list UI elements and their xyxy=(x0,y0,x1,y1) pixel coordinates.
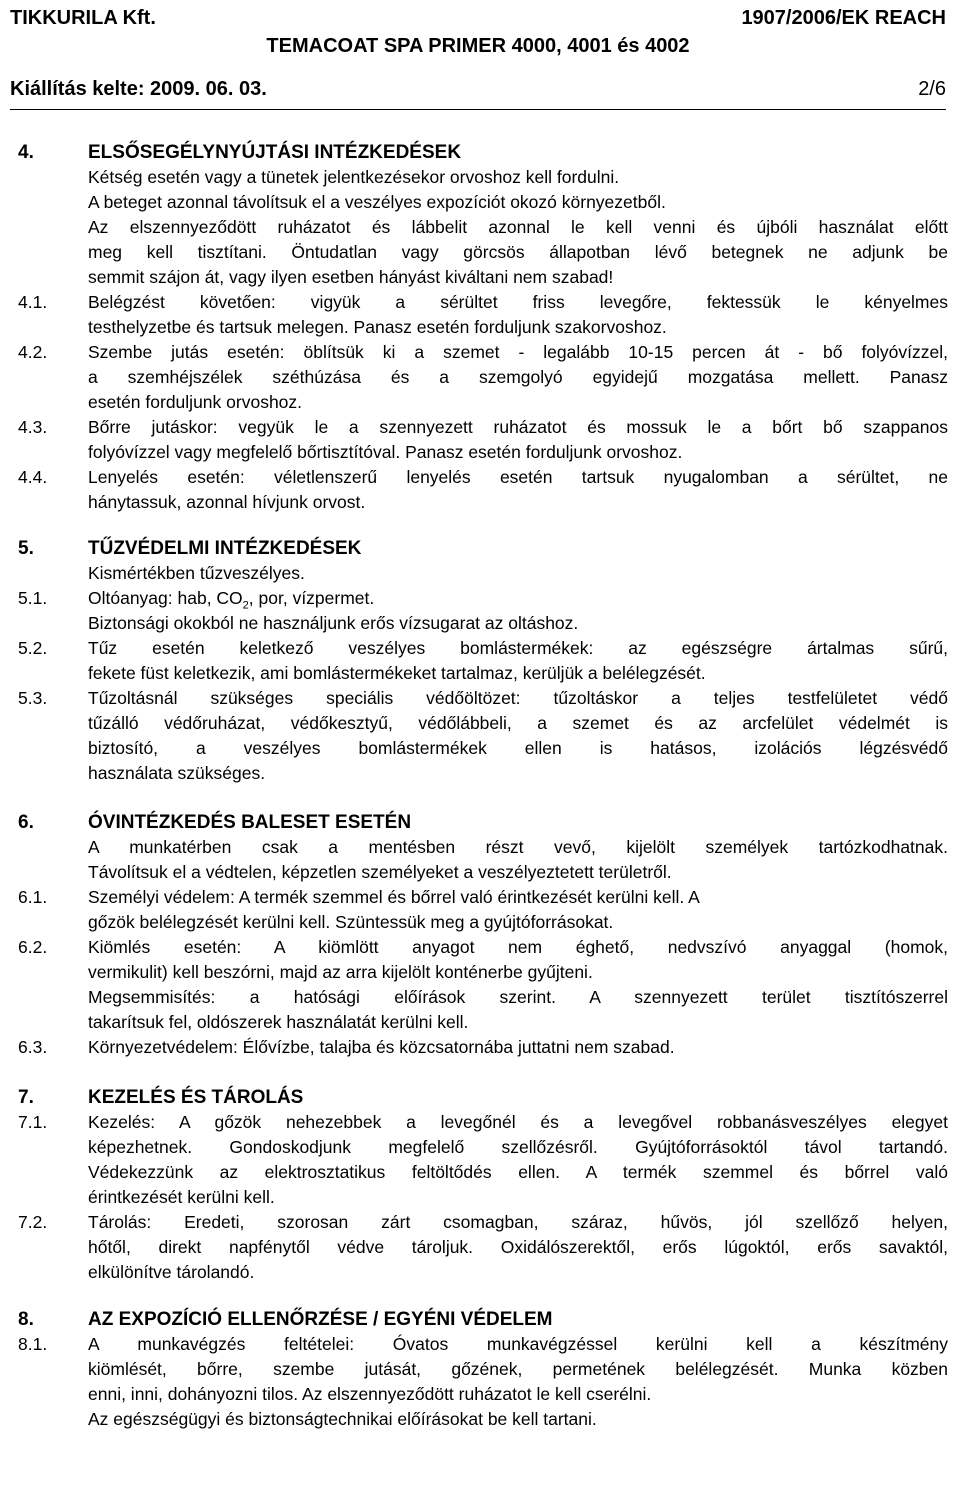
issue-date: Kiállítás kelte: 2009. 06. 03. xyxy=(10,78,267,100)
text-line: esetén forduljunk orvoshoz. xyxy=(88,392,303,412)
text-line: Az elszennyeződött ruházatot és lábbelit azonnal le kell venni és újbóli használat előtt xyxy=(88,217,948,237)
subsection-7-2: 7.2. Tárolás: Eredeti, szorosan zárt csomagban, száraz, hűvös, jól szellőző helyen, xyxy=(18,1212,948,1232)
section-7-heading xyxy=(18,1085,948,1110)
text-line: hőtől, direkt napfénytől védve tároljuk. Oxidálószerektől, erős lúgoktól, erős savaktól, xyxy=(88,1237,948,1257)
subsection-5-2: 5.2. Tűz esetén keletkező veszélyes bomlástermékek: az egészségre ártalmas sűrű, xyxy=(18,638,948,658)
section-6-heading xyxy=(18,810,948,835)
section-number: 7. xyxy=(18,1087,34,1108)
text-line: Távolítsuk el a védtelen, képzetlen személyeket a veszélyeztetett területről. xyxy=(88,862,672,882)
text-line: A beteget azonnal távolítsuk el a veszélyes expozíciót okozó környezetből. xyxy=(88,192,666,212)
header-rule xyxy=(10,109,946,110)
subsection-6-2: 6.2. Kiömlés esetén: A kiömlött anyagot nem éghető, nedvszívó anyaggal (homok, xyxy=(18,937,948,957)
text-line: takarítsuk fel, oldószerek használatát kerülni kell. xyxy=(88,1012,469,1032)
text-line: a szemhéjszélek széthúzása és a szemgolyó egyidejű mozgatása mellett. Panasz xyxy=(88,367,948,387)
subsection-4-1: 4.1. Belégzést követően: vigyük a sérültet friss levegőre, fektessük le kényelmes xyxy=(18,292,948,312)
text-line: vermikulit) kell beszórni, majd az arra kijelölt konténerbe gyűjteni. xyxy=(88,962,593,982)
text-line: elkülönítve tárolandó. xyxy=(88,1262,255,1282)
subsection-4-2: 4.2. Szembe jutás esetén: öblítsük ki a szemet - legalább 10-15 percen át - bő folyóvízzel, xyxy=(18,342,948,362)
document-body xyxy=(18,140,948,1432)
text-line: enni, inni, dohányozni tilos. Az elszennyeződött ruházatot le kell cserélni. xyxy=(88,1384,652,1404)
text-line: Biztonsági okokból ne használjunk erős vízsugarat az oltáshoz. xyxy=(88,613,579,633)
company-name: TIKKURILA Kft. xyxy=(10,7,156,29)
section-title: ELSŐSEGÉLYNYÚJTÁSI INTÉZKEDÉSEK xyxy=(88,142,462,163)
subsection-6-3: 6.3. Környezetvédelem: Élővízbe, talajba és közcsatornába juttatni nem szabad. xyxy=(18,1037,675,1057)
section-title: TŰZVÉDELMI INTÉZKEDÉSEK xyxy=(88,538,362,559)
text-line: Kismértékben tűzveszélyes. xyxy=(88,563,305,583)
text-line: képezhetnek. Gondoskodjunk megfelelő szellőzésről. Gyújtóforrásoktól távol tartandó. xyxy=(88,1137,948,1157)
text-line: tűzálló védőruházat, védőkesztyű, védőlábbeli, a szemet és az arcfelület védelmét is xyxy=(88,713,948,733)
text-line: hánytassuk, azonnal hívjunk orvost. xyxy=(88,492,366,512)
section-5-heading xyxy=(18,536,948,561)
text-line: testhelyzetbe és tartsuk melegen. Panasz esetén forduljunk szakorvoshoz. xyxy=(88,317,667,337)
text-line: kiömlését, bőrre, szembe jutását, gőzének, permetének belélegzését. Munka közben xyxy=(88,1359,948,1379)
text-line: Védekezzünk az elektrosztatikus feltöltődés ellen. A termék szemmel és bőrrel való xyxy=(88,1162,948,1182)
page-number: 2/6 xyxy=(918,78,946,100)
text-line: Megsemmisítés: a hatósági előírások szerint. A szennyezett terület tisztítószerrel xyxy=(88,987,948,1007)
section-number: 5. xyxy=(18,538,34,559)
text-line: meg kell tisztítani. Öntudatlan vagy görcsös állapotban lévő betegnek ne adjunk be xyxy=(88,242,948,262)
subsection-5-1: 5.1. Oltóanyag: hab, $CO_2$, por, vízpermet. xyxy=(18,588,375,612)
section-title: KEZELÉS ÉS TÁROLÁS xyxy=(88,1087,304,1108)
subsection-7-1: 7.1. Kezelés: A gőzök nehezebbek a levegőnél és a levegővel robbanásveszélyes elegyet xyxy=(18,1112,948,1132)
text-line: használata szükséges. xyxy=(88,763,266,783)
text-line: Az egészségügyi és biztonságtechnikai előírásokat be kell tartani. xyxy=(88,1409,597,1429)
section-number: 6. xyxy=(18,812,34,833)
subsection-4-4: 4.4. Lenyelés esetén: véletlenszerű lenyelés esetén tartsuk nyugalomban a sérültet, ne xyxy=(18,467,948,487)
text-line: biztosító, a veszélyes bomlástermékek ellen is hatásos, izolációs légzésvédő xyxy=(88,738,948,758)
subsection-4-3: 4.3. Bőrre jutáskor: vegyük le a szennyezett ruházatot és mossuk le a bőrt bő szappanos xyxy=(18,417,948,437)
section-number: 8. xyxy=(18,1309,34,1330)
text-line: A munkatérben csak a mentésben részt vevő, kijelölt személyek tartózkodhatnak. xyxy=(88,837,948,857)
section-8-heading xyxy=(18,1307,948,1332)
section-title: ÓVINTÉZKEDÉS BALESET ESETÉN xyxy=(88,812,412,833)
text-line: Kétség esetén vagy a tünetek jelentkezésekor orvoshoz kell fordulni. xyxy=(88,167,620,187)
text-line: érintkezését kerülni kell. xyxy=(88,1187,275,1207)
text-line: fekete füst keletkezik, ami bomlástermékeket tartalmaz, kerüljük a belélegzését. xyxy=(88,663,706,683)
text-line: folyóvízzel vagy megfelelő bőrtisztítóval. Panasz esetén forduljunk orvoshoz. xyxy=(88,442,683,462)
section-title: AZ EXPOZÍCIÓ ELLENŐRZÉSE / EGYÉNI VÉDELEM xyxy=(88,1309,553,1330)
subsection-6-1: 6.1. Személyi védelem: A termék szemmel és bőrrel való érintkezését kerülni kell. A xyxy=(18,887,700,907)
subsection-8-1: 8.1. A munkavégzés feltételei: Óvatos munkavégzéssel kerülni kell a készítmény xyxy=(18,1334,948,1354)
text-line: gőzök belélegzését kerülni kell. Szüntessük meg a gyújtóforrásokat. xyxy=(88,912,614,932)
product-name: TEMACOAT SPA PRIMER 4000, 4001 és 4002 xyxy=(266,35,690,57)
section-number: 4. xyxy=(18,142,34,163)
subsection-5-3: 5.3. Tűzoltásnál szükséges speciális védőöltözet: tűzoltáskor a teljes testfelületet védő xyxy=(18,688,948,708)
text-line: semmit szájon át, vagy ilyen esetben hányást kiváltani nem szabad! xyxy=(88,267,614,287)
regulation-ref: 1907/2006/EK REACH xyxy=(741,7,946,29)
section-4-heading xyxy=(18,140,948,165)
